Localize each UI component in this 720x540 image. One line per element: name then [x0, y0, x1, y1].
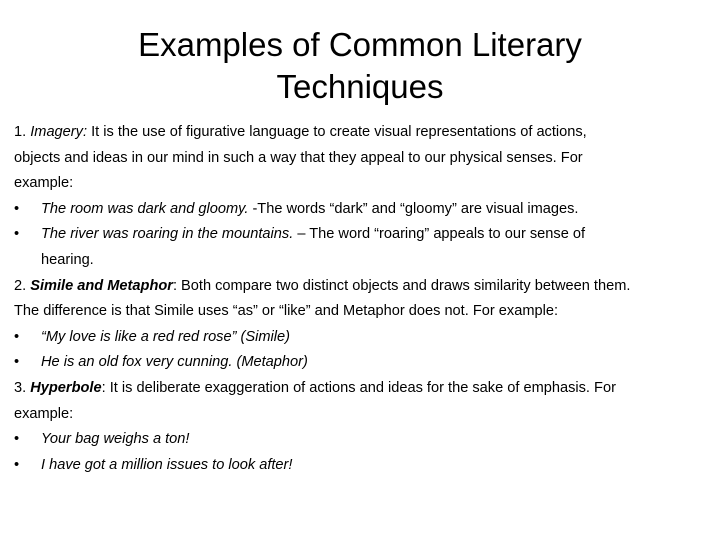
section-imagery-def-cont: objects and ideas in our mind in such a way that they appeal to our physical senses. For — [14, 149, 583, 166]
term-imagery: Imagery: — [30, 124, 88, 140]
section-hyperbole-heading: 3. Hyperbole: It is deliberate exaggeration of actions and ideas for the sake of emphasis. For — [14, 379, 616, 396]
bullet: • — [14, 328, 20, 345]
section-simile-def-cont: The difference is that Simile uses “as” or “like” and Metaphor does not. For example: — [14, 303, 559, 320]
list-item: • The river was roaring in the mountains. – The word “roaring” appeals to our sense of — [14, 222, 714, 248]
bullet: • — [14, 226, 20, 243]
list-item-cont: hearing. — [41, 251, 94, 268]
bullet: • — [14, 431, 20, 448]
bullet: • — [14, 456, 20, 473]
bullet: • — [14, 354, 20, 371]
term-hyperbole: Hyperbole — [30, 379, 102, 396]
list-item: • “My love is like a red red rose” (Simile) — [14, 325, 714, 351]
title-line-1: Examples of Common Literary — [138, 26, 582, 63]
section-imagery-def-cont: example: — [14, 175, 74, 192]
title-line-2: Techniques — [276, 68, 444, 105]
content-body — [14, 120, 714, 478]
term-simile-metaphor: Simile and Metaphor — [30, 277, 173, 294]
list-item: • The room was dark and gloomy. -The words “dark” and “gloomy” are visual images. — [14, 197, 714, 223]
section-imagery-heading: 1. Imagery: It is the use of figurative language to create visual representations of actions, — [14, 124, 587, 140]
bullet: • — [14, 200, 20, 217]
list-item: • He is an old fox very cunning. (Metaphor) — [14, 350, 714, 376]
list-item: • I have got a million issues to look after! — [14, 453, 714, 479]
list-item: • Your bag weighs a ton! — [14, 427, 714, 453]
section-simile-heading: 2. Simile and Metaphor: Both compare two distinct objects and draws similarity between them. — [14, 277, 631, 294]
section-hyperbole-def-cont: example: — [14, 405, 74, 422]
page-title — [60, 24, 660, 108]
